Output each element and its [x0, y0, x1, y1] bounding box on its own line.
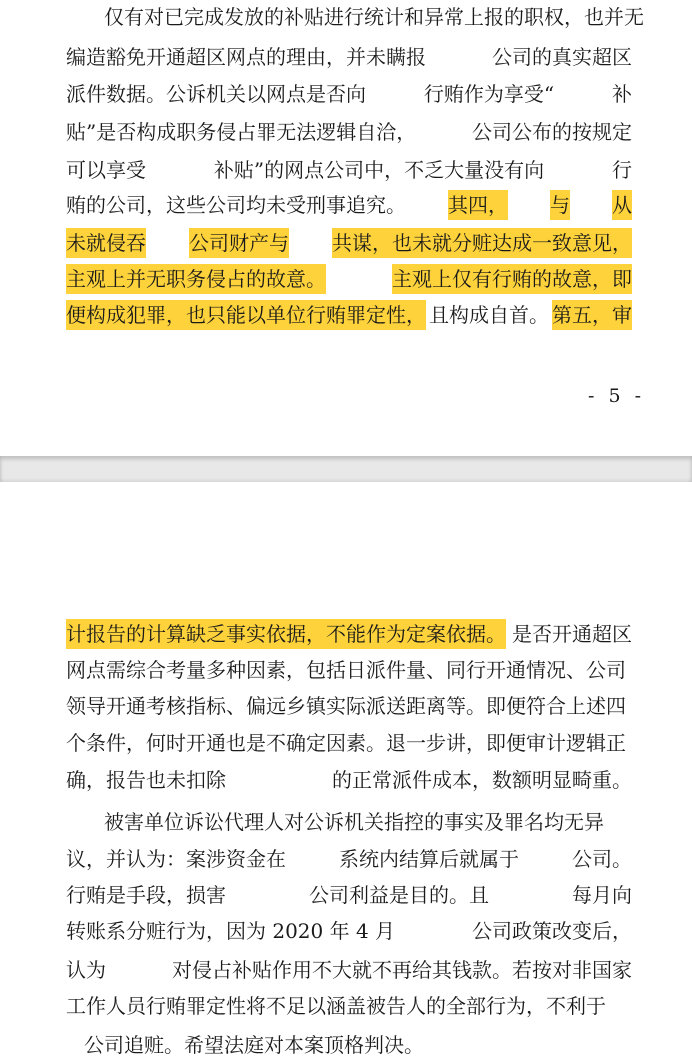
text-line	[66, 655, 632, 685]
text-segment: 公司政策改变后，	[472, 919, 632, 943]
text-line	[66, 264, 632, 294]
highlighted-text: 计报告的计算缺乏事实依据，不能作为定案依据。	[66, 619, 506, 649]
text-segment: 贿的公司，这些公司均未受刑事追究。	[66, 193, 406, 217]
text-line	[66, 228, 632, 258]
text-line	[66, 844, 632, 874]
highlighted-text: 从	[612, 190, 632, 220]
document-page-2	[0, 482, 692, 1062]
highlighted-text: 公司财产与	[189, 228, 289, 258]
text-segment: 行贿作为享受“	[423, 82, 555, 106]
text-line	[66, 190, 632, 220]
highlighted-text: 未就侵吞	[66, 228, 146, 258]
highlighted-text: 第五，审	[552, 300, 632, 330]
text-segment: 每月向	[572, 883, 632, 907]
text-segment: 确，报告也未扣除	[66, 768, 226, 792]
text-segment: 且构成自首。	[429, 303, 549, 327]
text-segment: 公司。	[572, 847, 632, 871]
text-segment: 行	[611, 158, 632, 182]
highlighted-text: 其四，	[448, 190, 508, 220]
text-segment: 公司公布的按规定	[472, 120, 632, 144]
text-segment: 领导开通考核指标、偏远乡镇实际派送距离等。即便符合上述四	[66, 694, 626, 718]
text-line	[66, 300, 632, 330]
text-line	[66, 916, 632, 946]
highlighted-text: 共谋，也未就分赃达成一致意见，	[332, 228, 632, 258]
text-segment: 是否开通超区	[512, 622, 632, 646]
text-line	[104, 2, 644, 32]
highlighted-text: 主观上仅有行贿的故意，即	[392, 264, 632, 294]
text-line	[66, 42, 632, 72]
text-segment: 议，并认为：案涉资金在	[66, 847, 286, 871]
text-line	[84, 1030, 650, 1060]
text-segment: 贴”是否构成职务侵占罪无法逻辑自洽，	[66, 120, 417, 144]
text-line	[66, 117, 632, 147]
text-line	[66, 79, 632, 109]
highlighted-text: 主观上并无职务侵占的故意。	[66, 264, 326, 294]
text-segment: 行贿是手段，损害	[66, 883, 226, 907]
text-segment: 被害单位诉讼代理人对公诉机关指控的事实及罪名均无异	[104, 810, 604, 834]
text-line	[66, 619, 632, 649]
text-segment: 工作人员行贿罪定性将不足以涵盖被告人的全部行为，不利于	[66, 994, 606, 1018]
page-number: - 5 -	[588, 385, 646, 407]
text-line	[104, 807, 632, 837]
text-segment: 网点需综合考量多种因素，包括日派件量、同行开通情况、公司	[66, 658, 626, 682]
text-segment: 公司利益是目的。且	[309, 883, 489, 907]
text-segment: 认为	[66, 958, 106, 982]
text-line	[66, 765, 632, 795]
text-segment: 转账系分赃行为，因为 2020 年 4 月	[66, 919, 396, 943]
text-segment: 公司追赃。希望法庭对本案顶格判决。	[84, 1033, 424, 1057]
text-segment: 仅有对已完成发放的补贴进行统计和异常上报的职权，也并无	[104, 5, 644, 29]
text-segment: 补	[611, 82, 632, 106]
text-line	[66, 955, 632, 985]
text-segment: 的正常派件成本，数额明显畸重。	[332, 768, 632, 792]
text-line	[66, 880, 632, 910]
text-line	[66, 728, 632, 758]
highlighted-text: 便构成犯罪，也只能以单位行贿罪定性，	[66, 300, 426, 330]
highlighted-text: 与	[550, 190, 570, 220]
text-line	[66, 155, 632, 185]
document-page-1	[0, 0, 692, 456]
page-separator	[0, 456, 692, 482]
text-segment: 编造豁免开通超区网点的理由，并未瞒报	[66, 45, 426, 69]
text-segment: 可以享受	[66, 158, 146, 182]
text-segment: 个条件，何时开通也是不确定因素。退一步讲，即便审计逻辑正	[66, 731, 626, 755]
text-line	[66, 691, 632, 721]
text-segment: 派件数据。公诉机关以网点是否向	[66, 82, 366, 106]
text-segment: 公司的真实超区	[492, 45, 632, 69]
text-segment: 系统内结算后就属于	[339, 847, 519, 871]
text-line	[66, 991, 632, 1021]
text-segment: 补贴”的网点公司中，不乏大量没有向	[213, 158, 545, 182]
text-segment: 对侵占补贴作用不大就不再给其钱款。若按对非国家	[172, 958, 632, 982]
